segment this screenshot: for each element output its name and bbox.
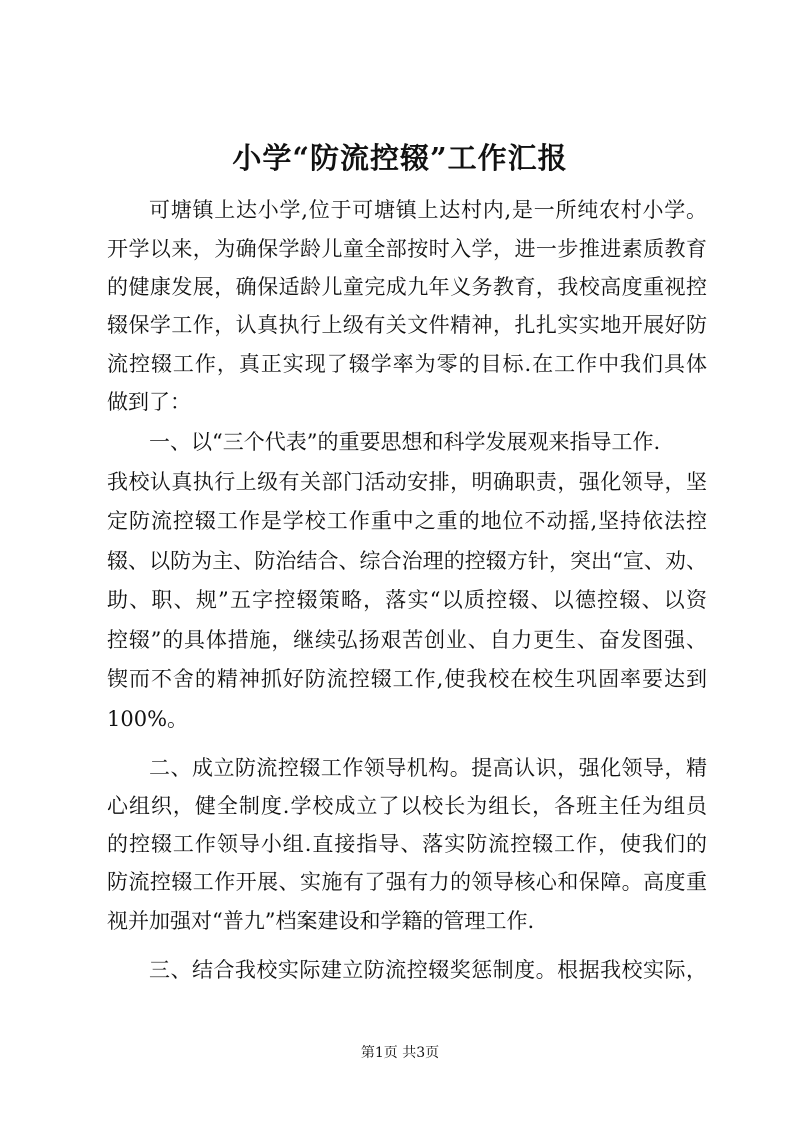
paragraph-line: 助、职、规”五字控辍策略，落实“以质控辍、以德控辍、以资 [107,588,707,612]
paragraph-line: 的健康发展，确保适龄儿童完成九年义务教育，我校高度重视控 [107,275,707,299]
paragraph-line: 可塘镇上达小学,位于可塘镇上达村内,是一所纯农村小学。 [149,198,707,222]
paragraph-line: 的控辍工作领导小组.直接指导、落实防流控辍工作，使我们的 [107,832,707,856]
page-footer: 第1页 共3页 [360,1045,440,1061]
document-title: 小学“防流控辍”工作汇报 [232,141,568,175]
paragraph-line: 辍保学工作，认真执行上级有关文件精神，扎扎实实地开展好防 [107,313,707,337]
paragraph-line: 心组织，健全制度.学校成立了以校长为组长，各班主任为组员 [107,794,707,818]
paragraph-line: 辍、以防为主、防治结合、综合治理的控辍方针，突出“宣、劝、 [107,549,707,573]
paragraph-line: 一、以“三个代表”的重要思想和科学发展观来指导工作. [149,430,661,454]
paragraph-line: 二、成立防流控辍工作领导机构。提高认识，强化领导，精 [149,756,707,780]
paragraph-line: 我校认真执行上级有关部门活动安排，明确职责，强化领导，坚 [107,470,707,494]
paragraph-line: 开学以来，为确保学龄儿童全部按时入学，进一步推进素质教育 [107,237,707,261]
paragraph-line: 定防流控辍工作是学校工作重中之重的地位不动摇,坚持依法控 [107,509,707,533]
paragraph-line: 100%。 [107,707,189,731]
paragraph-line: 锲而不舍的精神抓好防流控辍工作,使我校在校生巩固率要达到 [107,667,707,691]
paragraph-line: 控辍”的具体措施，继续弘扬艰苦创业、自力更生、奋发图强、 [107,628,707,652]
paragraph-line: 视并加强对“普九”档案建设和学籍的管理工作. [107,909,535,933]
paragraph-line: 流控辍工作，真正实现了辍学率为零的目标.在工作中我们具体 [107,352,707,376]
paragraph-line: 做到了： [107,390,191,414]
paragraph-line: 三、结合我校实际建立防流控辍奖惩制度。根据我校实际， [149,958,707,982]
paragraph-line: 防流控辍工作开展、实施有了强有力的领导核心和保障。高度重 [107,870,707,894]
